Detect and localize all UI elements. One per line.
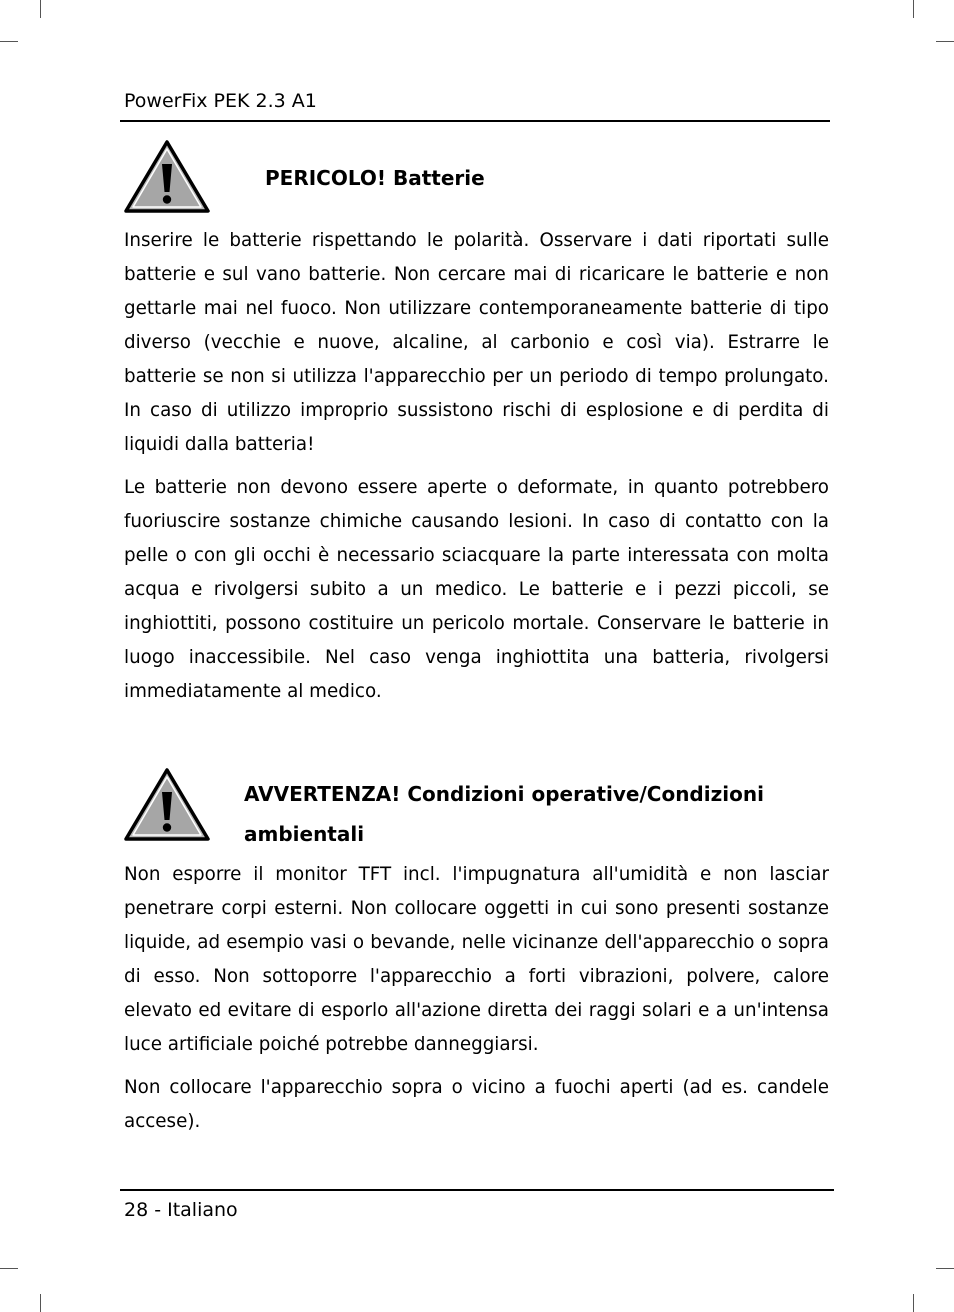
crop-mark bbox=[0, 41, 18, 42]
crop-mark bbox=[913, 0, 914, 18]
warning-triangle-icon bbox=[124, 768, 210, 842]
paragraph-conditions-2: Non collocare l'apparecchio sopra o vicino a fuochi aperti (ad es. candele accese). bbox=[124, 1077, 829, 1132]
section-heading-batteries: PERICOLO! Batterie bbox=[265, 166, 485, 190]
crop-mark bbox=[936, 1268, 954, 1269]
crop-mark bbox=[40, 0, 41, 18]
crop-mark bbox=[936, 41, 954, 42]
paragraph-conditions-1: Non esporre il monitor TFT incl. l'impugnatura all'umidità e non lasciar penetrare corpi esterni. Non collocare oggetti in cui sono presenti sostanze liquide, ad esempio vasi o bevande, nelle vicinanze dell'apparecchio o sopra di esso. Non sottoporre l'apparecchio a forti vibrazioni, polvere, calore elevato ed evitare di esporlo all'azione diretta dei raggi solari e a un'intensa luce artificiale poiché potrebbe danneggiarsi. bbox=[124, 864, 829, 1055]
heading-line: ambientali bbox=[244, 822, 365, 846]
section-heading-operating-conditions bbox=[244, 774, 764, 854]
crop-mark bbox=[0, 1268, 18, 1269]
header-rule bbox=[120, 120, 830, 122]
crop-mark bbox=[913, 1294, 914, 1312]
warning-triangle-icon bbox=[124, 140, 210, 214]
page-header-title: PowerFix PEK 2.3 A1 bbox=[124, 90, 317, 112]
paragraph-batteries-1: Inserire le batterie rispettando le polarità. Osservare i dati riportati sulle batterie e sul vano batterie. Non cercare mai di ricaricare le batterie e non gettarle mai nel fuoco. Non utilizzare contemporaneamente batterie di tipo diverso (vecchie e nuove, alcaline, al carbonio e così via). Estrarre le batterie se non si utilizza l'apparecchio per un periodo di tempo prolungato. In caso di utilizzo improprio sussistono rischi di esplosione e di perdita di liquidi dalla batteria! bbox=[124, 230, 829, 455]
crop-mark bbox=[40, 1294, 41, 1312]
footer-rule bbox=[120, 1189, 834, 1191]
paragraph-batteries-2: Le batterie non devono essere aperte o deformate, in quanto potrebbero fuoriuscire sostanze chimiche causando lesioni. In caso di contatto con la pelle o con gli occhi è necessario sciacquare la parte interessata con molta acqua e rivolgersi subito a un medico. Le batterie e i pezzi piccoli, se inghiottiti, possono costituire un pericolo mortale. Conservare le batterie in luogo inaccessibile. Nel caso venga inghiottita una batteria, rivolgersi immediatamente al medico. bbox=[124, 477, 829, 702]
heading-line: AVVERTENZA! Condizioni operative/Condizioni bbox=[244, 782, 764, 806]
page-footer-label: 28 - Italiano bbox=[124, 1199, 238, 1221]
